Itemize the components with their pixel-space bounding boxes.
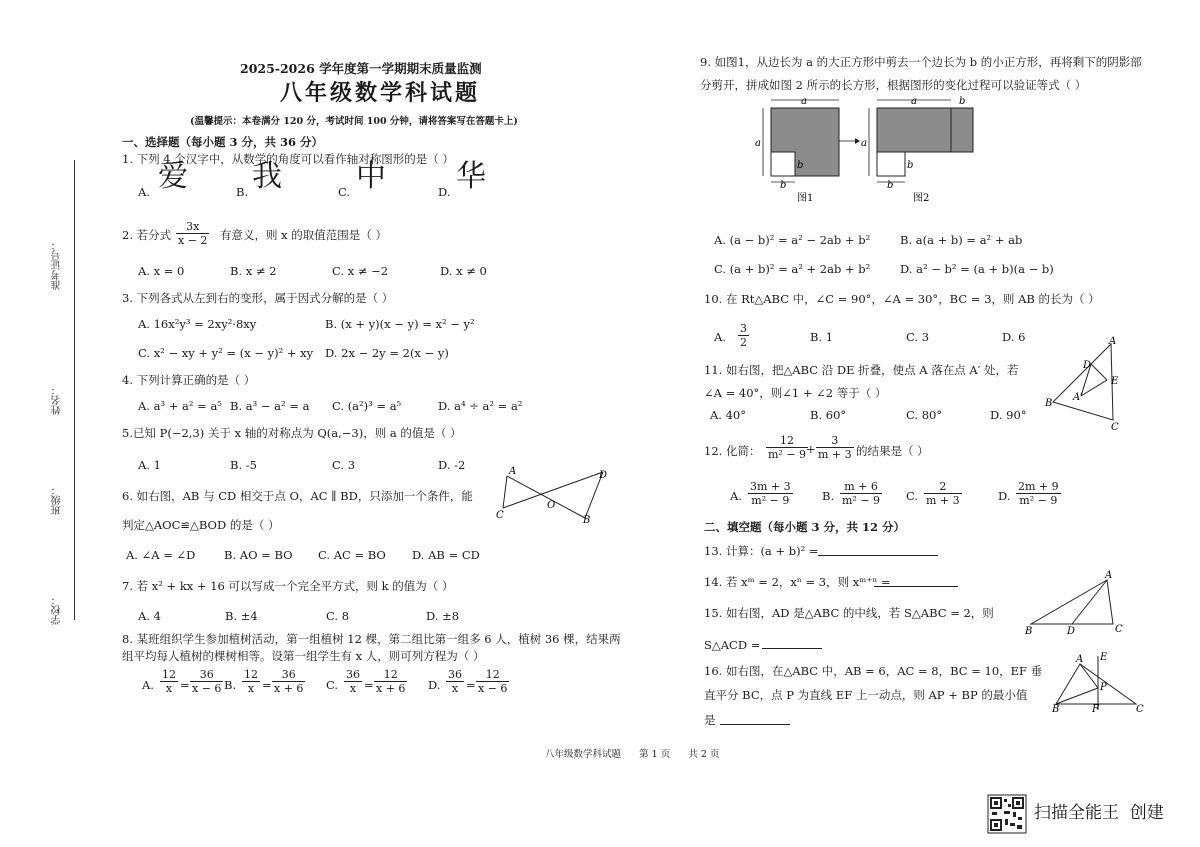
q3-option-b: B. (x + y)(x − y) = x² − y² (325, 317, 475, 331)
q11-option-b: B. 60° (810, 408, 847, 422)
q1-option-d: D. (438, 185, 451, 199)
q2-post: 有意义，则 x 的取值范围是（ ） (220, 228, 387, 242)
q6-stem-line2: 判定△AOC≌△BOD 的是（ ） (122, 518, 280, 532)
q11-option-d: D. 90° (990, 408, 1027, 422)
q2-numerator: 3x (176, 220, 209, 234)
q16-answer-blank[interactable] (720, 724, 790, 725)
q10-option-b: B. 1 (810, 330, 834, 344)
q8-a-right: $\frac{36}{x - 6}$ (192, 668, 222, 695)
q2-option-c: C. x ≠ −2 (332, 264, 389, 278)
q9-figure (755, 96, 985, 206)
q1-option-a: A. (138, 185, 150, 199)
q11-label-b: B (1045, 398, 1053, 409)
q15-figure (1025, 572, 1135, 636)
q9-fig2-a-top: a (911, 96, 917, 107)
binding-exam-no: 准考证号： (52, 240, 63, 290)
q8-d-left: $\frac{36}{x}$ (448, 668, 462, 695)
q13-stem: 13. 计算：(a + b)² = (704, 544, 819, 558)
q9-option-a: A. (a − b)² = a² − 2ab + b² (714, 233, 871, 247)
section2-heading: 二、填空题（每小题 3 分，共 12 分） (704, 520, 906, 534)
q8-b-left: $\frac{12}{x}$ (244, 668, 258, 695)
q10-a-den: 2 (740, 336, 747, 349)
q8-option-b: B. (224, 678, 237, 692)
binding-school: 学校： (52, 595, 63, 625)
q10-option-a: A. (714, 330, 726, 344)
q10-stem: 10. 在 Rt△ABC 中，∠C = 90°，∠A = 30°，BC = 3，则 AB 的长为（ ） (704, 292, 1100, 306)
exam-note: (温馨提示：本卷满分 120 分，考试时间 100 分钟，请将答案写在答题卡上) (190, 116, 518, 127)
page-title: 八年级数学科试题 (280, 80, 481, 106)
q11-stem-line2: ∠A = 40°，则∠1 + ∠2 等于（ ） (704, 386, 887, 400)
q2-pre: 2. 若分式 (122, 228, 172, 242)
q15-answer-blank[interactable] (762, 648, 822, 649)
q5-stem: 5.已知 P(−2,3) 关于 x 轴的对称点为 Q(a,−3)，则 a 的值是（ ） (122, 426, 462, 440)
q11-figure (1045, 336, 1135, 433)
q9-fig2-a-left: a (861, 138, 867, 149)
q12-plus: + (806, 442, 816, 456)
binding-name: 姓名： (52, 385, 63, 415)
q9-option-c: C. (a + b)² = a² + 2ab + b² (714, 262, 871, 276)
watermark-text: 扫描全能王 创建 (1034, 803, 1164, 823)
q15-label-c: C (1115, 624, 1123, 635)
q11-label-a1: A′ (1073, 392, 1083, 403)
q6-option-b: B. AO = BO (224, 548, 293, 562)
q12-option-a: A. (730, 489, 742, 503)
q3-option-a: A. 16x²y³ = 2xy²·8xy (138, 317, 257, 331)
binding-class: 班级： (52, 485, 63, 515)
q15-label-a: A (1105, 570, 1113, 581)
q6-label-c: C (496, 510, 504, 521)
q12-b-frac: $\frac{m + 6}{\text{m² − 9}}$ (842, 480, 881, 507)
q2-option-a: A. x = 0 (138, 264, 185, 278)
q8-stem-line2: 组平均每人植树的棵树相等。设第一组学生有 x 人，则可列方程为（ ） (122, 649, 485, 663)
q13-answer-blank[interactable] (818, 555, 938, 556)
q12-frac1: $\frac{12}{\text{m² − 9}}$ (768, 434, 807, 461)
q15-stem: 15. 如右图，AD 是△ABC 的中线，若 S△ABC = 2，则 (704, 606, 994, 620)
q1-char-b: 我 (252, 159, 282, 194)
q8-option-d: D. (428, 678, 441, 692)
q14-answer-blank[interactable] (874, 586, 958, 587)
q4-stem: 4. 下列计算正确的是（ ） (122, 373, 256, 387)
q7-stem: 7. 若 x² + kx + 16 可以写成一个完全平方式，则 k 的值为（ ） (122, 579, 454, 593)
q7-option-b: B. ±4 (225, 609, 258, 623)
q4-option-c: C. (a²)³ = a⁵ (332, 399, 402, 413)
q10-a-fraction (738, 322, 749, 349)
q7-option-a: A. 4 (138, 609, 161, 623)
q12-option-d: D. (998, 489, 1011, 503)
q8-a-left: $\frac{12}{x}$ (162, 668, 176, 695)
q16-stem-line1: 16. 如右图，在△ABC 中，AB = 6，AC = 8，BC = 10，EF 垂 (704, 664, 1043, 678)
q6-label-o: O (547, 500, 556, 511)
q12-option-b: B. (822, 489, 835, 503)
q15-label-d: D (1067, 626, 1076, 637)
q1-stem: 1. 下列 4 个汉字中，从数学的角度可以看作轴对称图形的是（ ） (122, 152, 454, 166)
q16-figure (1052, 654, 1142, 714)
q11-option-a: A. 40° (710, 408, 746, 422)
q8-option-c: C. (326, 678, 339, 692)
q4-option-d: D. a⁴ ÷ a² = a² (438, 399, 523, 413)
q15-stem2: S△ACD = (704, 638, 761, 652)
q8-stem-line1: 8. 某班组织学生参加植树活动，第一组植树 12 棵，第二组比第一组多 6 人，植树 36 棵，结果两 (122, 632, 621, 646)
q3-option-c: C. x² − xy + y² = (x − y)² + xy (138, 346, 314, 360)
q12-pre: 12. 化简： (704, 444, 761, 458)
exam-header: 2025-2026 学年度第一学期期末质量监测 (240, 61, 482, 76)
q1-option-b: B. (236, 185, 249, 199)
q6-option-d: D. AB = CD (412, 548, 480, 562)
q2-denominator: x − 2 (178, 234, 208, 247)
q9-option-b: B. a(a + b) = a² + ab (900, 233, 1023, 247)
q7-option-c: C. 8 (326, 609, 350, 623)
q9-stem-line2: 分剪开，拼成如图 2 所示的长方形，根据图形的变化过程可以验证等式（ ） (700, 78, 1087, 92)
q8-d-right: $\frac{12}{x - 6}$ (478, 668, 508, 695)
q11-option-c: C. 80° (906, 408, 943, 422)
q8-c-right: $\frac{12}{x + 6}$ (376, 668, 406, 695)
q9-fig1-a-left: a (755, 138, 761, 149)
q3-option-d: D. 2x − 2y = 2(x − y) (325, 346, 449, 360)
q9-option-d: D. a² − b² = (a + b)(a − b) (900, 262, 1054, 276)
q2-option-b: B. x ≠ 2 (230, 264, 277, 278)
q16-stem-line3: 是 (704, 713, 716, 727)
q9-fig1-a-top: a (801, 96, 807, 107)
q11-label-e: E (1111, 376, 1119, 387)
q8-c-left: $\frac{36}{x}$ (346, 668, 360, 695)
q1-char-c: 中 (356, 159, 386, 194)
binding-line (74, 160, 75, 620)
q8-b-right: $\frac{36}{x + 6}$ (274, 668, 304, 695)
q4-option-b: B. a³ − a² = a (230, 399, 310, 413)
q12-post: 的结果是（ ） (856, 444, 929, 458)
q5-option-a: A. 1 (138, 458, 161, 472)
qr-code-icon (988, 795, 1026, 833)
q16-label-b: B (1052, 704, 1060, 715)
q4-option-a: A. a³ + a² = a⁵ (138, 399, 222, 413)
q9-fig1-caption: 图1 (797, 193, 814, 204)
q12-option-c: C. (906, 489, 919, 503)
q7-option-d: D. ±8 (426, 609, 460, 623)
page-footer: 八年级数学科试题 第 1 页 共 2 页 (545, 749, 720, 760)
q9-fig1-b-bottom: b (780, 180, 787, 191)
section1-heading: 一、选择题（每小题 3 分，共 36 分） (122, 135, 324, 149)
q5-option-d: D. -2 (438, 458, 466, 472)
q16-label-e: E (1100, 652, 1108, 663)
q11-stem-line1: 11. 如右图，把△ABC 沿 DE 折叠，使点 A 落在点 A′ 处，若 (704, 363, 1019, 377)
q12-a-frac: $\frac{3m + 3}{\text{m² − 9}}$ (750, 480, 791, 507)
q8-c-eq: = (364, 678, 374, 692)
q6-stem-line1: 6. 如右图，AB 与 CD 相交于点 O，AC ∥ BD，只添加一个条件，能 (122, 489, 473, 503)
q9-fig2-caption: 图2 (913, 193, 930, 204)
q5-option-b: B. -5 (230, 458, 257, 472)
q8-b-eq: = (262, 678, 272, 692)
q10-option-c: C. 3 (906, 330, 930, 344)
q16-label-c: C (1136, 704, 1144, 715)
q6-label-a: A (509, 466, 517, 477)
q8-a-eq: = (180, 678, 190, 692)
q16-stem-line2: 直平分 BC，点 P 为直线 EF 上一动点，则 AP + BP 的最小值 (704, 688, 1028, 702)
q14-stem: 14. 若 xᵐ = 2，xⁿ = 3，则 xᵐ⁺ⁿ = (704, 575, 891, 589)
q11-label-a: A (1109, 336, 1117, 347)
q9-fig2-b-side: b (907, 160, 914, 171)
q1-option-c: C. (338, 185, 351, 199)
q6-figure (495, 462, 615, 526)
q6-label-b: B (583, 515, 591, 526)
q9-fig2-b-top: b (959, 96, 966, 107)
q12-frac2: $\frac{3}{m + 3}$ (818, 434, 852, 461)
q6-option-a: A. ∠A = ∠D (126, 548, 196, 562)
q6-option-c: C. AC = BO (318, 548, 386, 562)
q9-fig2-b-bottom: b (887, 180, 894, 191)
q9-stem-line1: 9. 如图1，从边长为 a 的大正方形中剪去一个边长为 b 的小正方形，再将剩下的阴影部 (700, 55, 1142, 69)
q16-label-a: A (1076, 654, 1084, 665)
q10-a-num: 3 (740, 322, 747, 335)
q1-char-d: 华 (456, 159, 486, 194)
q3-stem: 3. 下列各式从左到右的变形，属于因式分解的是（ ） (122, 291, 394, 305)
q9-fig1-b-side: b (797, 160, 804, 171)
q12-c-frac: $\frac{2}{m + 3}$ (926, 480, 960, 507)
q12-d-frac: $\frac{2m + 9}{\text{m² − 9}}$ (1018, 480, 1059, 507)
q1-char-a: 爱 (158, 159, 188, 194)
q11-label-c: C (1111, 422, 1119, 433)
q8-option-a: A. (142, 678, 154, 692)
q8-d-eq: = (466, 678, 476, 692)
q6-label-d: D (599, 470, 608, 481)
q16-label-f: F (1092, 704, 1099, 715)
q15-label-b: B (1025, 626, 1033, 637)
q2-fraction (176, 220, 209, 247)
q2-option-d: D. x ≠ 0 (440, 264, 487, 278)
q5-option-c: C. 3 (332, 458, 356, 472)
q11-label-d: D (1083, 360, 1092, 371)
q16-label-p: P (1100, 682, 1107, 693)
q10-option-d: D. 6 (1002, 330, 1026, 344)
